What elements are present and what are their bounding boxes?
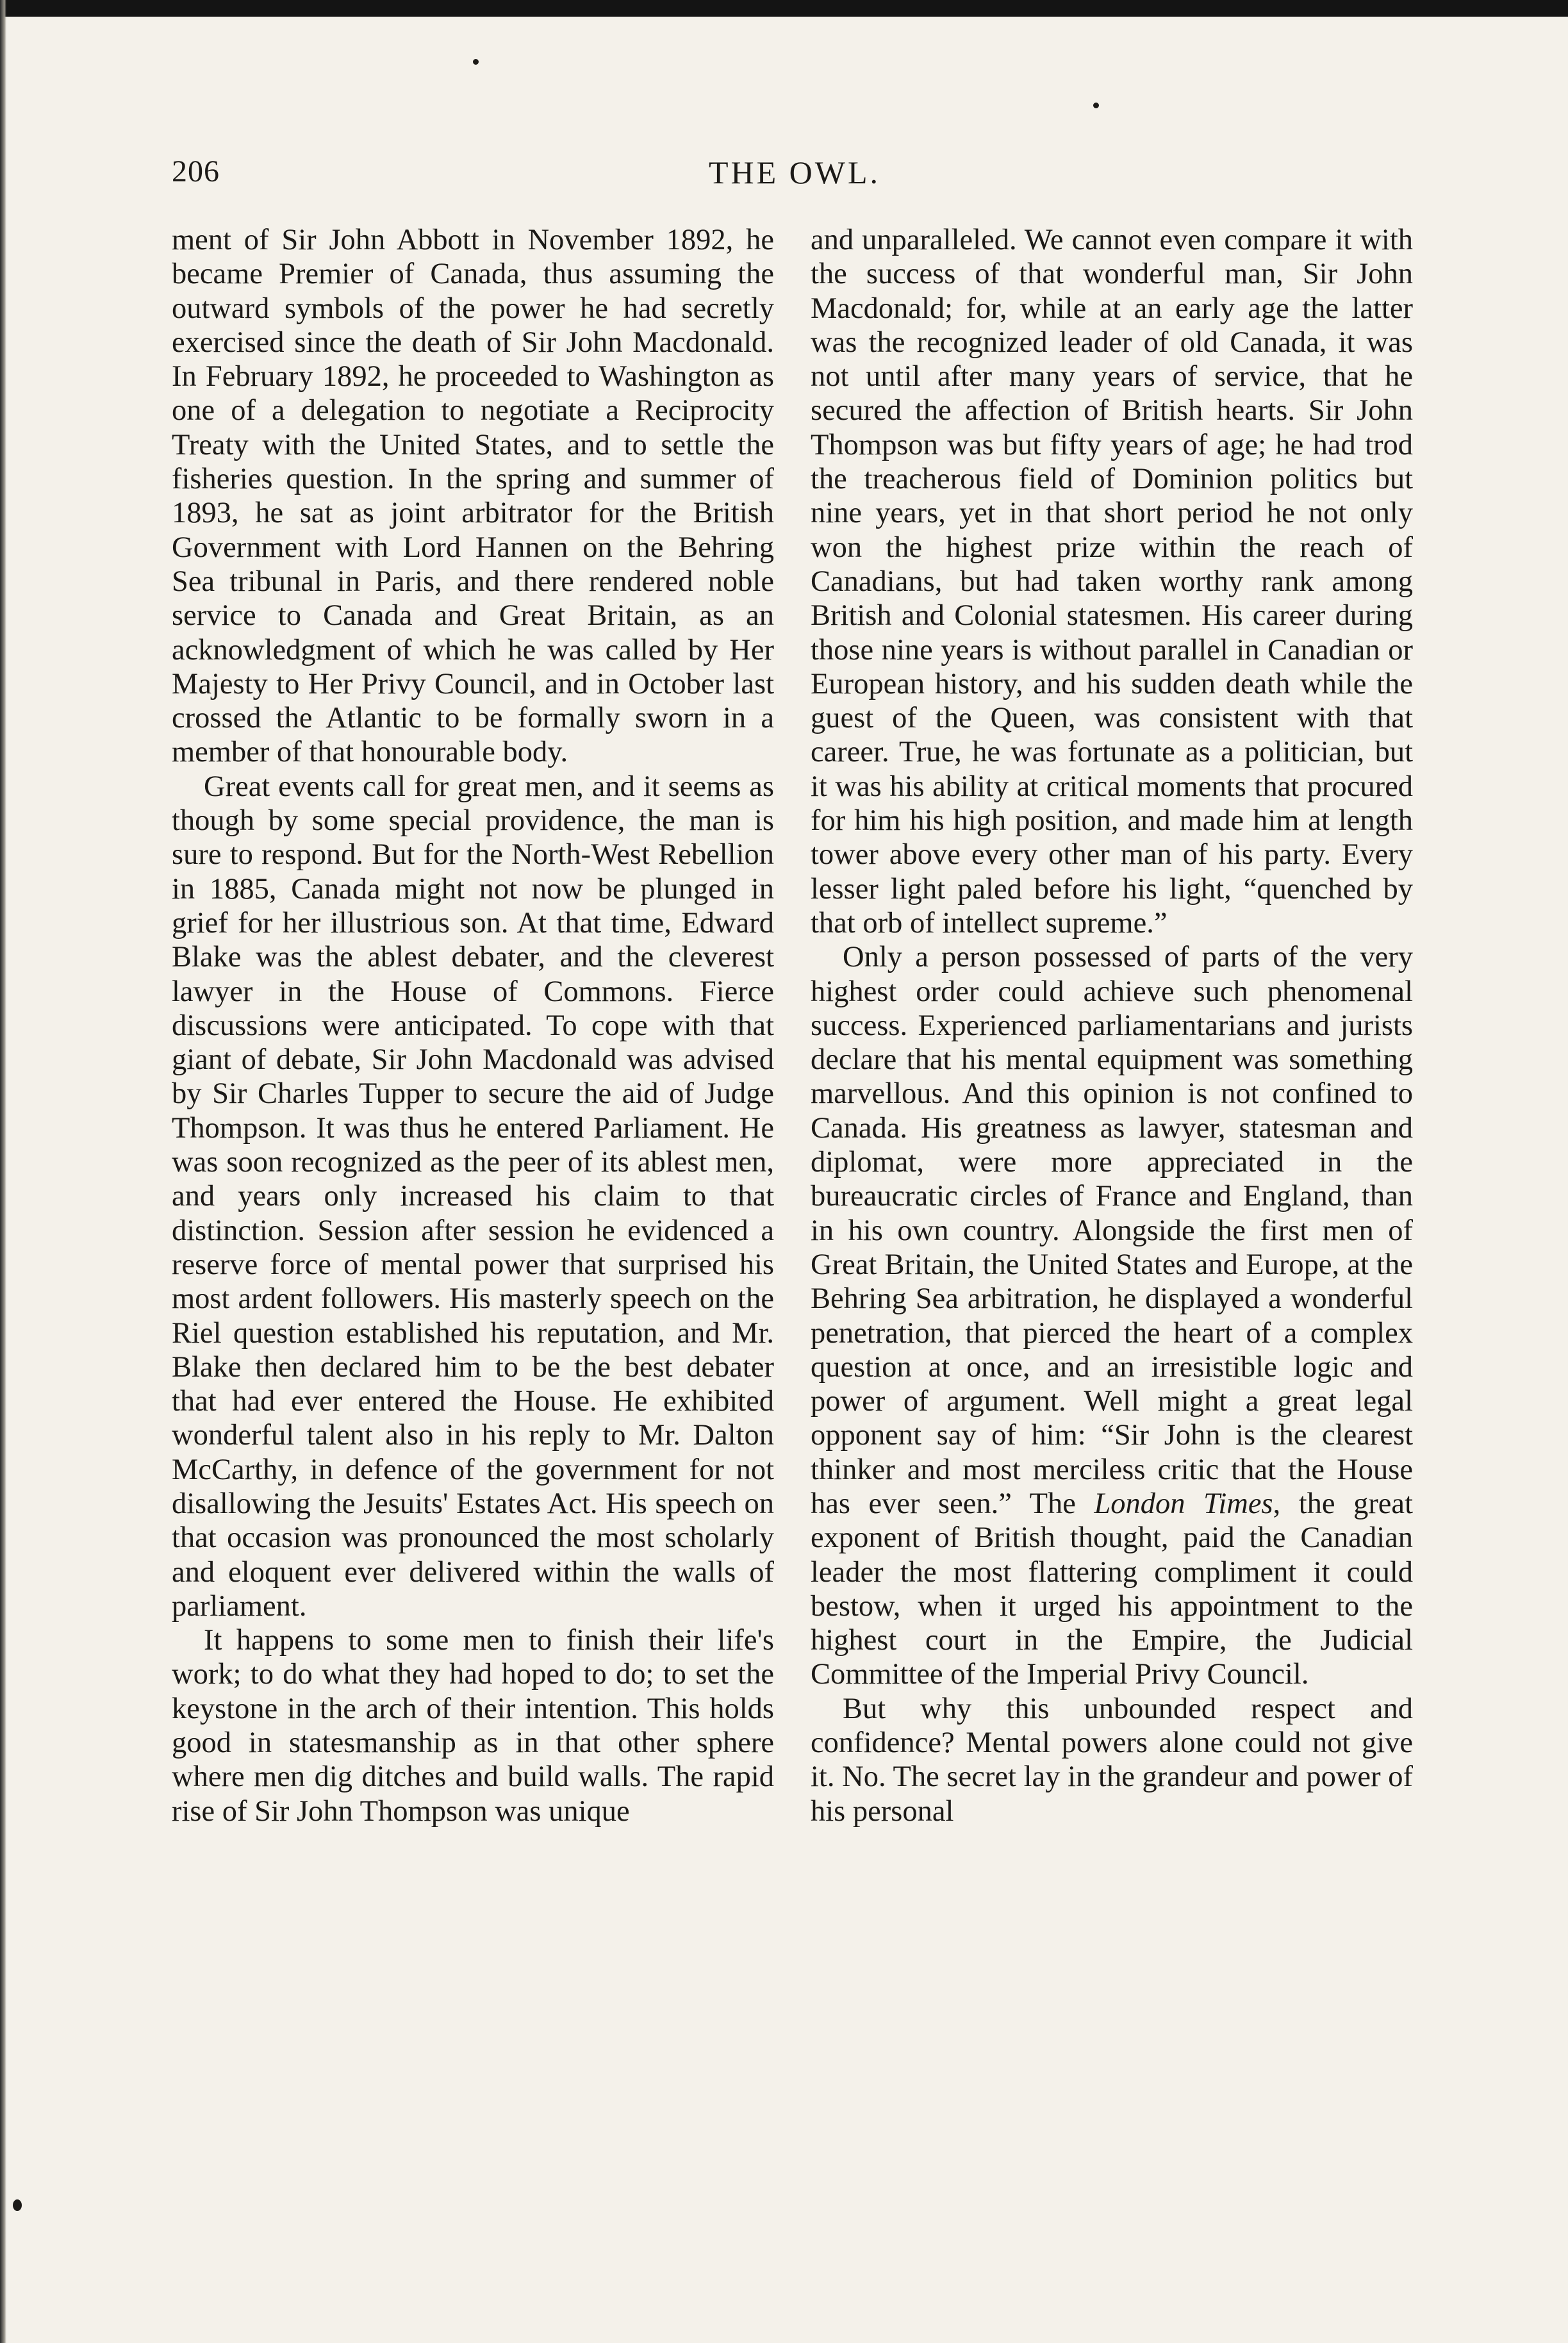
paragraph <box>811 223 1413 940</box>
running-title: THE OWL. <box>708 154 881 190</box>
paragraph <box>811 940 1413 1692</box>
page-number: 206 <box>172 154 220 188</box>
paragraph: ment of Sir John Abbott in November 1892, he became Premier of Canada, thus assuming the outward symbols of the power he had secretly exercised since the death of Sir John Macdonald. In February 1892, he proceeded to Washington as one of a delegation to negotiate a Reciprocity Treaty with the United States, and to settle the fisheries question. In the spring and summer of 1893, he sat as joint arbitrator for the British Government with Lord Hannen on the Behring Sea tribunal in Paris, and there rendered noble service to Canada and Great Britain, as an acknowledgment of which he was called by Her Majesty to Her Privy Council, and in October last crossed the Atlantic to be formally sworn in a member of that honourable body. <box>172 224 774 769</box>
quotation: “quenched by that orb of intellect supreme.” <box>811 872 1413 940</box>
paragraph: Great events call for great men, and it seems as though by some special providence, the man is sure to respond. But for the North-West Rebellion in 1885, Canada might not now be plunged in grief for her illustrious son. At that time, Edward Blake was the ablest debater, and the cleverest lawyer in the House of Commons. Fierce discussions were anticipated. To cope with that giant of debate, Sir John Macdonald was advised by Sir Charles Tupper to secure the aid of Judge Thompson. It was thus he entered Parliament. He was soon recognized as the peer of its ablest men, and years only increased his claim to that distinction. Session after session he evidenced a reserve force of mental power that surprised his most ardent followers. His masterly speech on the Riel question established his reputation, and Mr. Blake then declared him to be the best debater that had ever entered the House. He exhibited wonderful talent also in his reply to Mr. Dalton McCarthy, in defence of the government for not disallowing the Jesuits' Estates Act. His speech on that occasion was pronounced the most scholarly and eloquent ever delivered within the walls of parliament. <box>172 770 774 1623</box>
scan-top-border <box>0 0 1568 17</box>
scan-speck <box>1093 103 1099 108</box>
text-run: and unparalleled. We cannot even compare it with the success of that wonderful man, Sir John Macdonald; for, while at an early age the latter was the recognized leader of old Canada, it was not until after many years of service, that he secured the affection of British hearts. Sir John Thompson was but fifty years of age; he had trod the treacherous field of Dominion politics but nine years, yet in that short period he not only won the highest prize within the reach of Canadians, but had taken worthy rank among British and Colonial statesmen. His career during those nine years is without parallel in Canadian or European history, and his sudden death while the guest of the Queen, was consistent with that career. True, he was fortunate as a politician, but it was his ability at critical moments that procured for him his high position, and made him at length tower above every other man of his party. Every lesser light paled before his light, <box>811 224 1413 906</box>
newspaper-title: London Times <box>1094 1487 1273 1520</box>
right-column <box>811 223 1413 1828</box>
left-column <box>172 223 774 1828</box>
text-run: Only a person possessed of parts of the very highest order could achieve such phenomenal success. Experienced parliamentarians and jurists declare that his mental equipment was something marvellous. And this opinion is not confined to Canada. His greatness as lawyer, statesman and diplomat, were more appreciated in the bureaucratic circles of France and England, than in his own country. Alongside the first men of Great Britain, the United States and Europe, at the Behring Sea arbitration, he displayed a wonderful penetration, that pierced the heart of a complex question at once, and an irresistible logic and power of argument. Well might a great legal opponent say of him: “Sir John is the clearest thinker and most merciless critic that the House has ever seen.” The <box>811 941 1413 1520</box>
scan-speck <box>13 2199 22 2211</box>
text-run: , the great exponent of British thought, paid the Canadian leader the most flattering compliment it could bestow, when it urged his appointment to the highest court in the Empire, the Judicial Committee of the Imperial Privy Council. <box>811 1487 1413 1691</box>
scan-left-edge <box>0 0 6 2343</box>
scan-speck <box>473 59 479 65</box>
paragraph: But why this unbounded respect and confidence? Mental powers alone could not give it. No. The secret lay in the grandeur and power of his personal <box>811 1692 1413 1828</box>
paragraph: It happens to some men to finish their life's work; to do what they had hoped to do; to set the keystone in the arch of their intention. This holds good in statesmanship as in that other sphere where men dig ditches and build walls. The rapid rise of Sir John Thompson was unique <box>172 1624 774 1828</box>
